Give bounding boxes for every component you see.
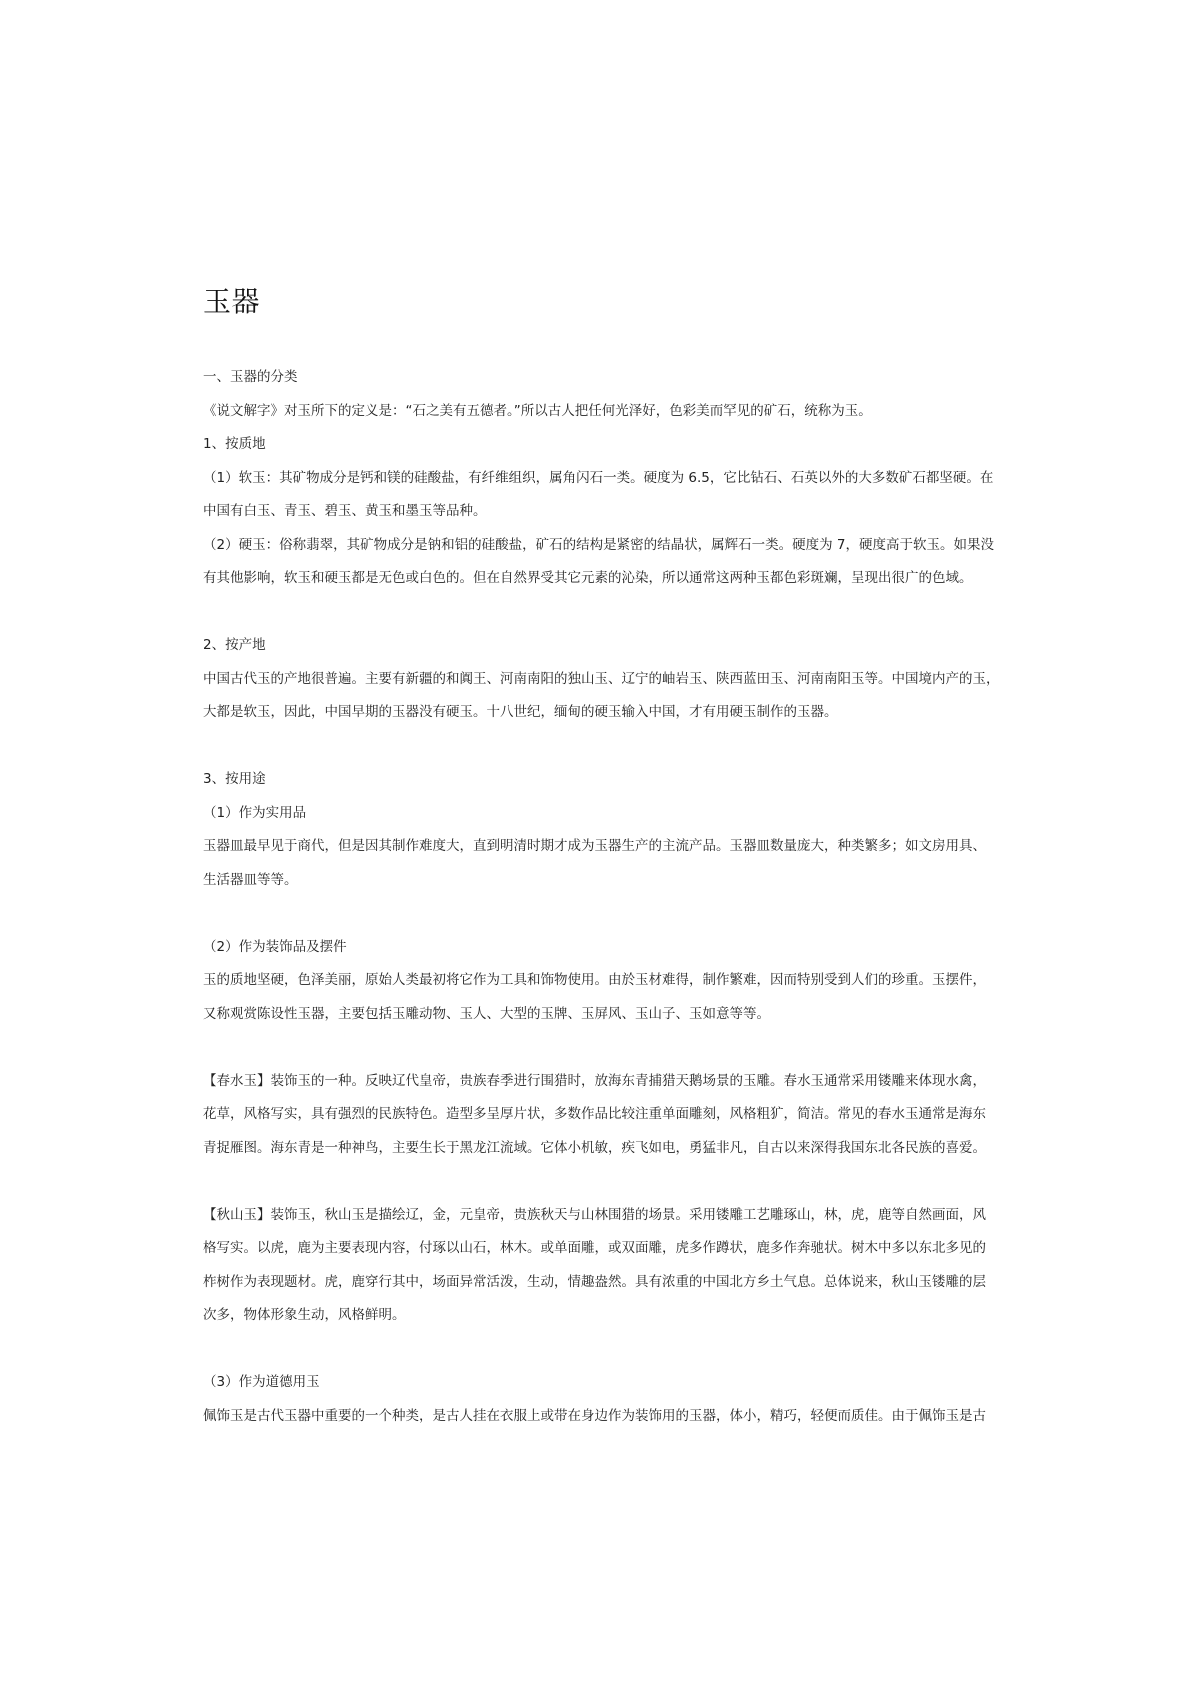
paragraph-spacer [203, 1165, 1006, 1199]
text-line: 格写实。以虎，鹿为主要表现内容，付琢以山石，林木。或单面雕，或双面雕，虎多作蹲状，鹿多作奔驰状。树木中多以东北多见的 [203, 1240, 986, 1256]
paragraph-spacer [203, 1333, 1006, 1367]
text-line: 玉的质地坚硬，色泽美丽，原始人类最初将它作为工具和饰物使用。由於玉材难得，制作繁难，因而特别受到人们的珍重。玉摆件， [203, 972, 986, 988]
text-line: 有其他影响，软玉和硬玉都是无色或白色的。但在自然界受其它元素的沁染，所以通常这两种玉都色彩斑斓，呈现出很广的色域。 [203, 570, 973, 586]
paragraph-spacer [203, 1031, 1006, 1065]
page-title: 玉器 [203, 285, 261, 318]
text-line: （3）作为道德用玉 [203, 1374, 320, 1390]
text-line: （1）软玉：其矿物成分是钙和镁的硅酸盐，有纤维组织，属角闪石一类。硬度为 6.5，它比钻石、石英以外的大多数矿石都坚硬。在 [203, 469, 994, 486]
text-line: 《说文解字》对玉所下的定义是：“石之美有五德者。”所以古人把任何光泽好，色彩美而罕见的矿石，统称为玉。 [203, 402, 872, 419]
document-body [203, 361, 1006, 1433]
paragraph-spacer [203, 897, 1006, 931]
text-line: 玉器皿最早见于商代，但是因其制作难度大，直到明清时期才成为玉器生产的主流产品。玉器皿数量庞大，种类繁多；如文房用具、 [203, 838, 986, 854]
text-line: 生活器皿等等。 [203, 871, 298, 888]
text-line: 大都是软玉，因此，中国早期的玉器没有硬玉。十八世纪，缅甸的硬玉输入中国，才有用硬玉制作的玉器。 [203, 704, 838, 720]
text-line: 柞树作为表现题材。虎，鹿穿行其中，场面异常活泼，生动，情趣盎然。具有浓重的中国北方乡土气息。总体说来，秋山玉镂雕的层 [203, 1273, 986, 1290]
text-line: 一、玉器的分类 [203, 369, 298, 385]
text-line: 【春水玉】装饰玉的一种。反映辽代皇帝，贵族春季进行围猎时，放海东青捕猎天鹅场景的玉雕。春水玉通常采用镂雕来体现水禽， [203, 1072, 986, 1089]
document-content [203, 283, 1006, 1433]
text-line: 花草，风格写实，具有强烈的民族特色。造型多呈厚片状，多数作品比较注重单面雕刻，风格粗犷，简洁。常见的春水玉通常是海东 [203, 1106, 986, 1122]
text-line: 次多，物体形象生动，风格鲜明。 [203, 1307, 406, 1323]
text-line: 3、按用途 [203, 771, 266, 787]
paragraph-spacer [203, 596, 1006, 630]
text-line: （1）作为实用品 [203, 804, 307, 821]
text-line: 【秋山玉】装饰玉，秋山玉是描绘辽，金，元皇帝，贵族秋天与山林围猎的场景。采用镂雕工艺雕琢山，林，虎，鹿等自然画面，风 [203, 1206, 986, 1223]
paragraph-spacer [203, 730, 1006, 764]
text-line: （2）硬玉：俗称翡翠，其矿物成分是钠和铝的硅酸盐，矿石的结构是紧密的结晶状，属辉石一类。硬度为 7，硬度高于软玉。如果没 [203, 536, 994, 553]
text-line: 2、按产地 [203, 637, 266, 653]
text-line: 1、按质地 [203, 436, 266, 452]
text-line: 又称观赏陈设性玉器，主要包括玉雕动物、玉人、大型的玉牌、玉屏风、玉山子、玉如意等等。 [203, 1005, 770, 1022]
text-line: （2）作为装饰品及摆件 [203, 938, 347, 955]
text-line: 中国有白玉、青玉、碧玉、黄玉和墨玉等品种。 [203, 503, 487, 519]
text-line: 佩饰玉是古代玉器中重要的一个种类，是古人挂在衣服上或带在身边作为装饰用的玉器，体小，精巧，轻便而质佳。由于佩饰玉是古 [203, 1407, 986, 1424]
text-line: 青捉雁图。海东青是一种神鸟，主要生长于黑龙江流域。它体小机敏，疾飞如电，勇猛非凡，自古以来深得我国东北各民族的喜爱。 [203, 1139, 986, 1156]
text-line: 中国古代玉的产地很普遍。主要有新疆的和阗王、河南南阳的独山玉、辽宁的岫岩玉、陕西蓝田玉、河南南阳玉等。中国境内产的玉， [203, 670, 1000, 687]
